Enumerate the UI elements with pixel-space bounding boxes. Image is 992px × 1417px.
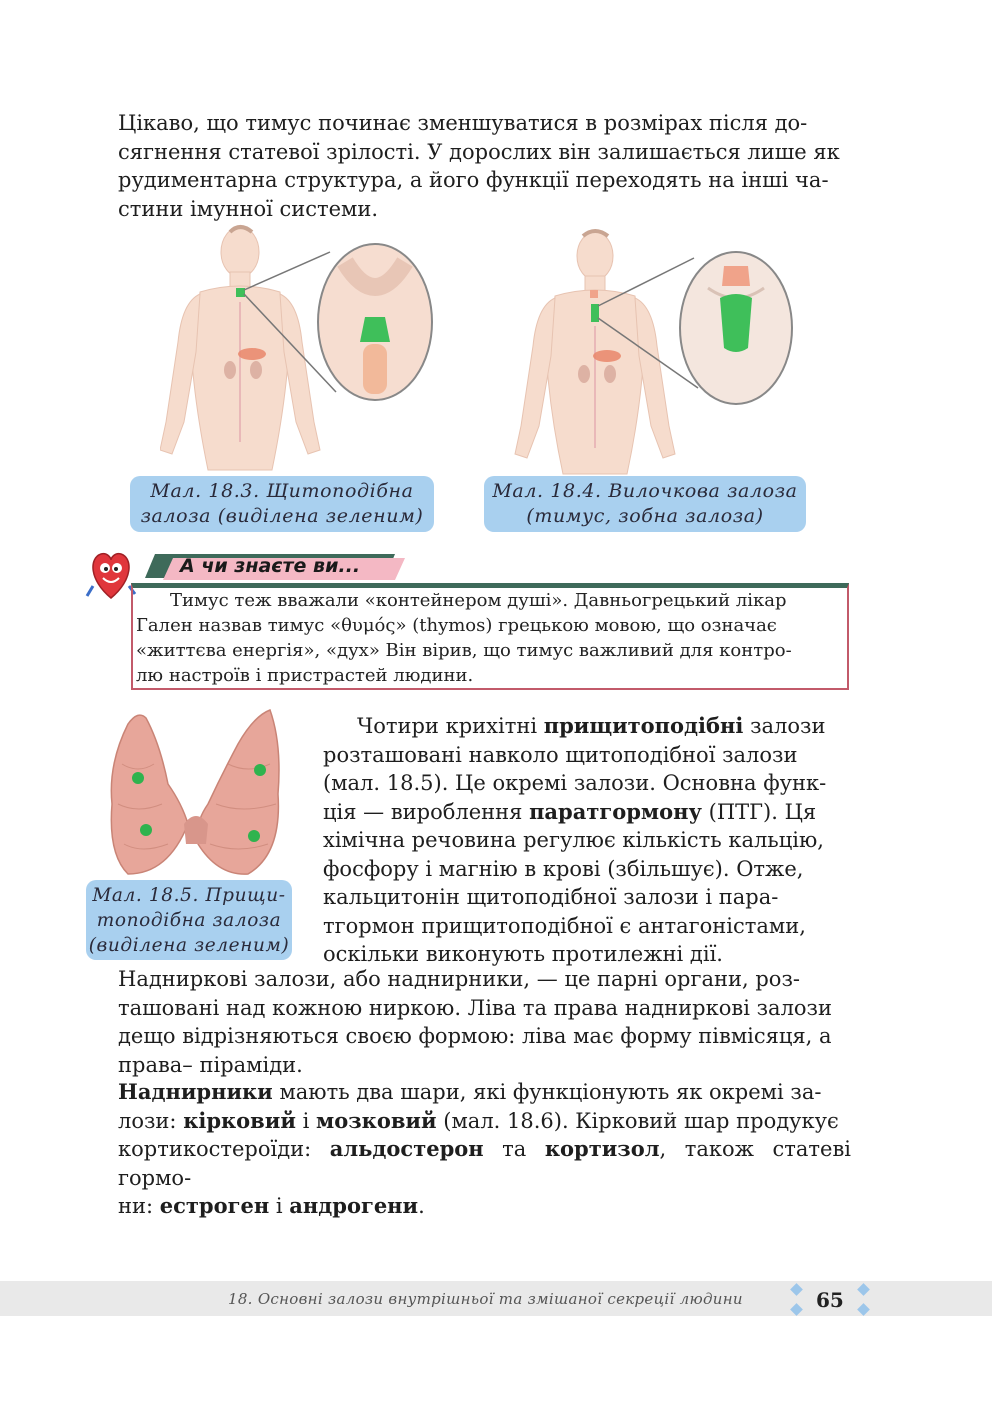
caption-line: (тимус, зобна залоза): [526, 505, 764, 527]
caption-line: залоза (виділена зеленим): [140, 505, 424, 527]
text-line: Чотири крихітні прищитоподібні залози: [357, 713, 826, 738]
parathyroid-gland: [254, 764, 266, 776]
adrenal-layers-paragraph: [118, 1078, 851, 1221]
caption-line: топодібна залоза: [96, 910, 282, 931]
caption-line: Мал. 18.4. Вилочкова залоза: [492, 480, 798, 502]
did-you-know-text: [136, 588, 844, 688]
caption-line: (виділена зеленим): [88, 935, 290, 956]
text-line: тгормон прищитоподібної є антагоністами,: [323, 913, 806, 938]
text-line: стини імунної системи.: [118, 196, 379, 221]
heart-mascot-icon: [85, 544, 137, 602]
text-line: ни: естроген і андрогени.: [118, 1193, 425, 1218]
caption-line: Мал. 18.3. Щитоподібна: [150, 480, 414, 502]
chapter-title: 18. Основні залози внутрішньої та змішаної секреції людини: [228, 1290, 743, 1308]
thyroid-zoom-highlight: [360, 317, 390, 342]
text-line: оскільки виконують протилежні дії.: [323, 942, 723, 966]
text-line: «життєва енергія», «дух» Він вірив, що тимус важливий для контро-: [136, 640, 792, 661]
text-line: ція — вироблення паратгормону (ПТГ). Ця: [323, 798, 817, 824]
did-you-know-heading: А чи знаєте ви...: [180, 555, 361, 577]
text-line: Гален назвав тимус «θυμός» (thymos) грецькою мовою, що означає: [136, 615, 777, 636]
parathyroid-figure: [98, 704, 288, 880]
text-line: Надниркові залози, або наднирники, — це парні органи, роз-: [118, 967, 800, 991]
text-line: дещо відрізняються своєю формою: ліва має форму півмісяця, а: [118, 1024, 832, 1048]
page-number: 65: [816, 1288, 844, 1312]
text-line: права– піраміди.: [118, 1052, 303, 1077]
parathyroid-paragraph: [323, 712, 851, 969]
parathyroid-gland: [132, 772, 144, 784]
text-line: ташовані над кожною ниркою. Ліва та права надниркові залози: [118, 995, 832, 1020]
caption-line: Мал. 18.5. Прищи-: [92, 885, 286, 906]
text-line: хімічна речовина регулює кількість кальцію,: [323, 828, 824, 852]
figure-caption: [86, 880, 292, 960]
text-line: лю настроїв і пристрастей людини.: [136, 665, 474, 686]
text-line: лози: кірковий і мозковий (мал. 18.6). Кірковий шар продукує: [118, 1107, 839, 1133]
thyroid-highlight: [236, 288, 245, 297]
thymus-zoom-highlight: [720, 294, 752, 352]
text-line: Тимус теж вважали «контейнером душі». Давньогрецький лікар: [170, 590, 787, 611]
text-line: (мал. 18.5). Це окремі залози. Основна функ-: [323, 771, 827, 795]
figure-caption: [484, 476, 806, 532]
text-line: сягнення статевої зрілості. У дорослих він залишається лише як: [118, 139, 840, 164]
intro-paragraph: [118, 109, 851, 223]
parathyroid-gland: [140, 824, 152, 836]
figure-caption: [130, 476, 434, 532]
text-line: фосфору і магнію в крові (збільшує). Отже,: [323, 856, 804, 881]
text-line: розташовані навколо щитоподібної залози: [323, 742, 798, 767]
text-line: кортикостероїди: альдостерон та кортизол, також статеві гормо-: [118, 1136, 851, 1190]
parathyroid-gland: [248, 830, 260, 842]
adrenal-paragraph: [118, 965, 851, 1079]
thyroid-figure: [160, 222, 440, 472]
thymus-highlight: [591, 304, 599, 322]
text-line: Наднирники мають два шари, які функціонують як окремі за-: [118, 1079, 822, 1104]
text-line: кальцитонін щитоподібної залози і пара-: [323, 885, 779, 909]
thymus-figure: [498, 228, 798, 478]
text-line: Цікаво, що тимус починає зменшуватися в розмірах після до-: [118, 111, 808, 135]
text-line: рудиментарна структура, а його функції переходять на інші ча-: [118, 168, 829, 192]
